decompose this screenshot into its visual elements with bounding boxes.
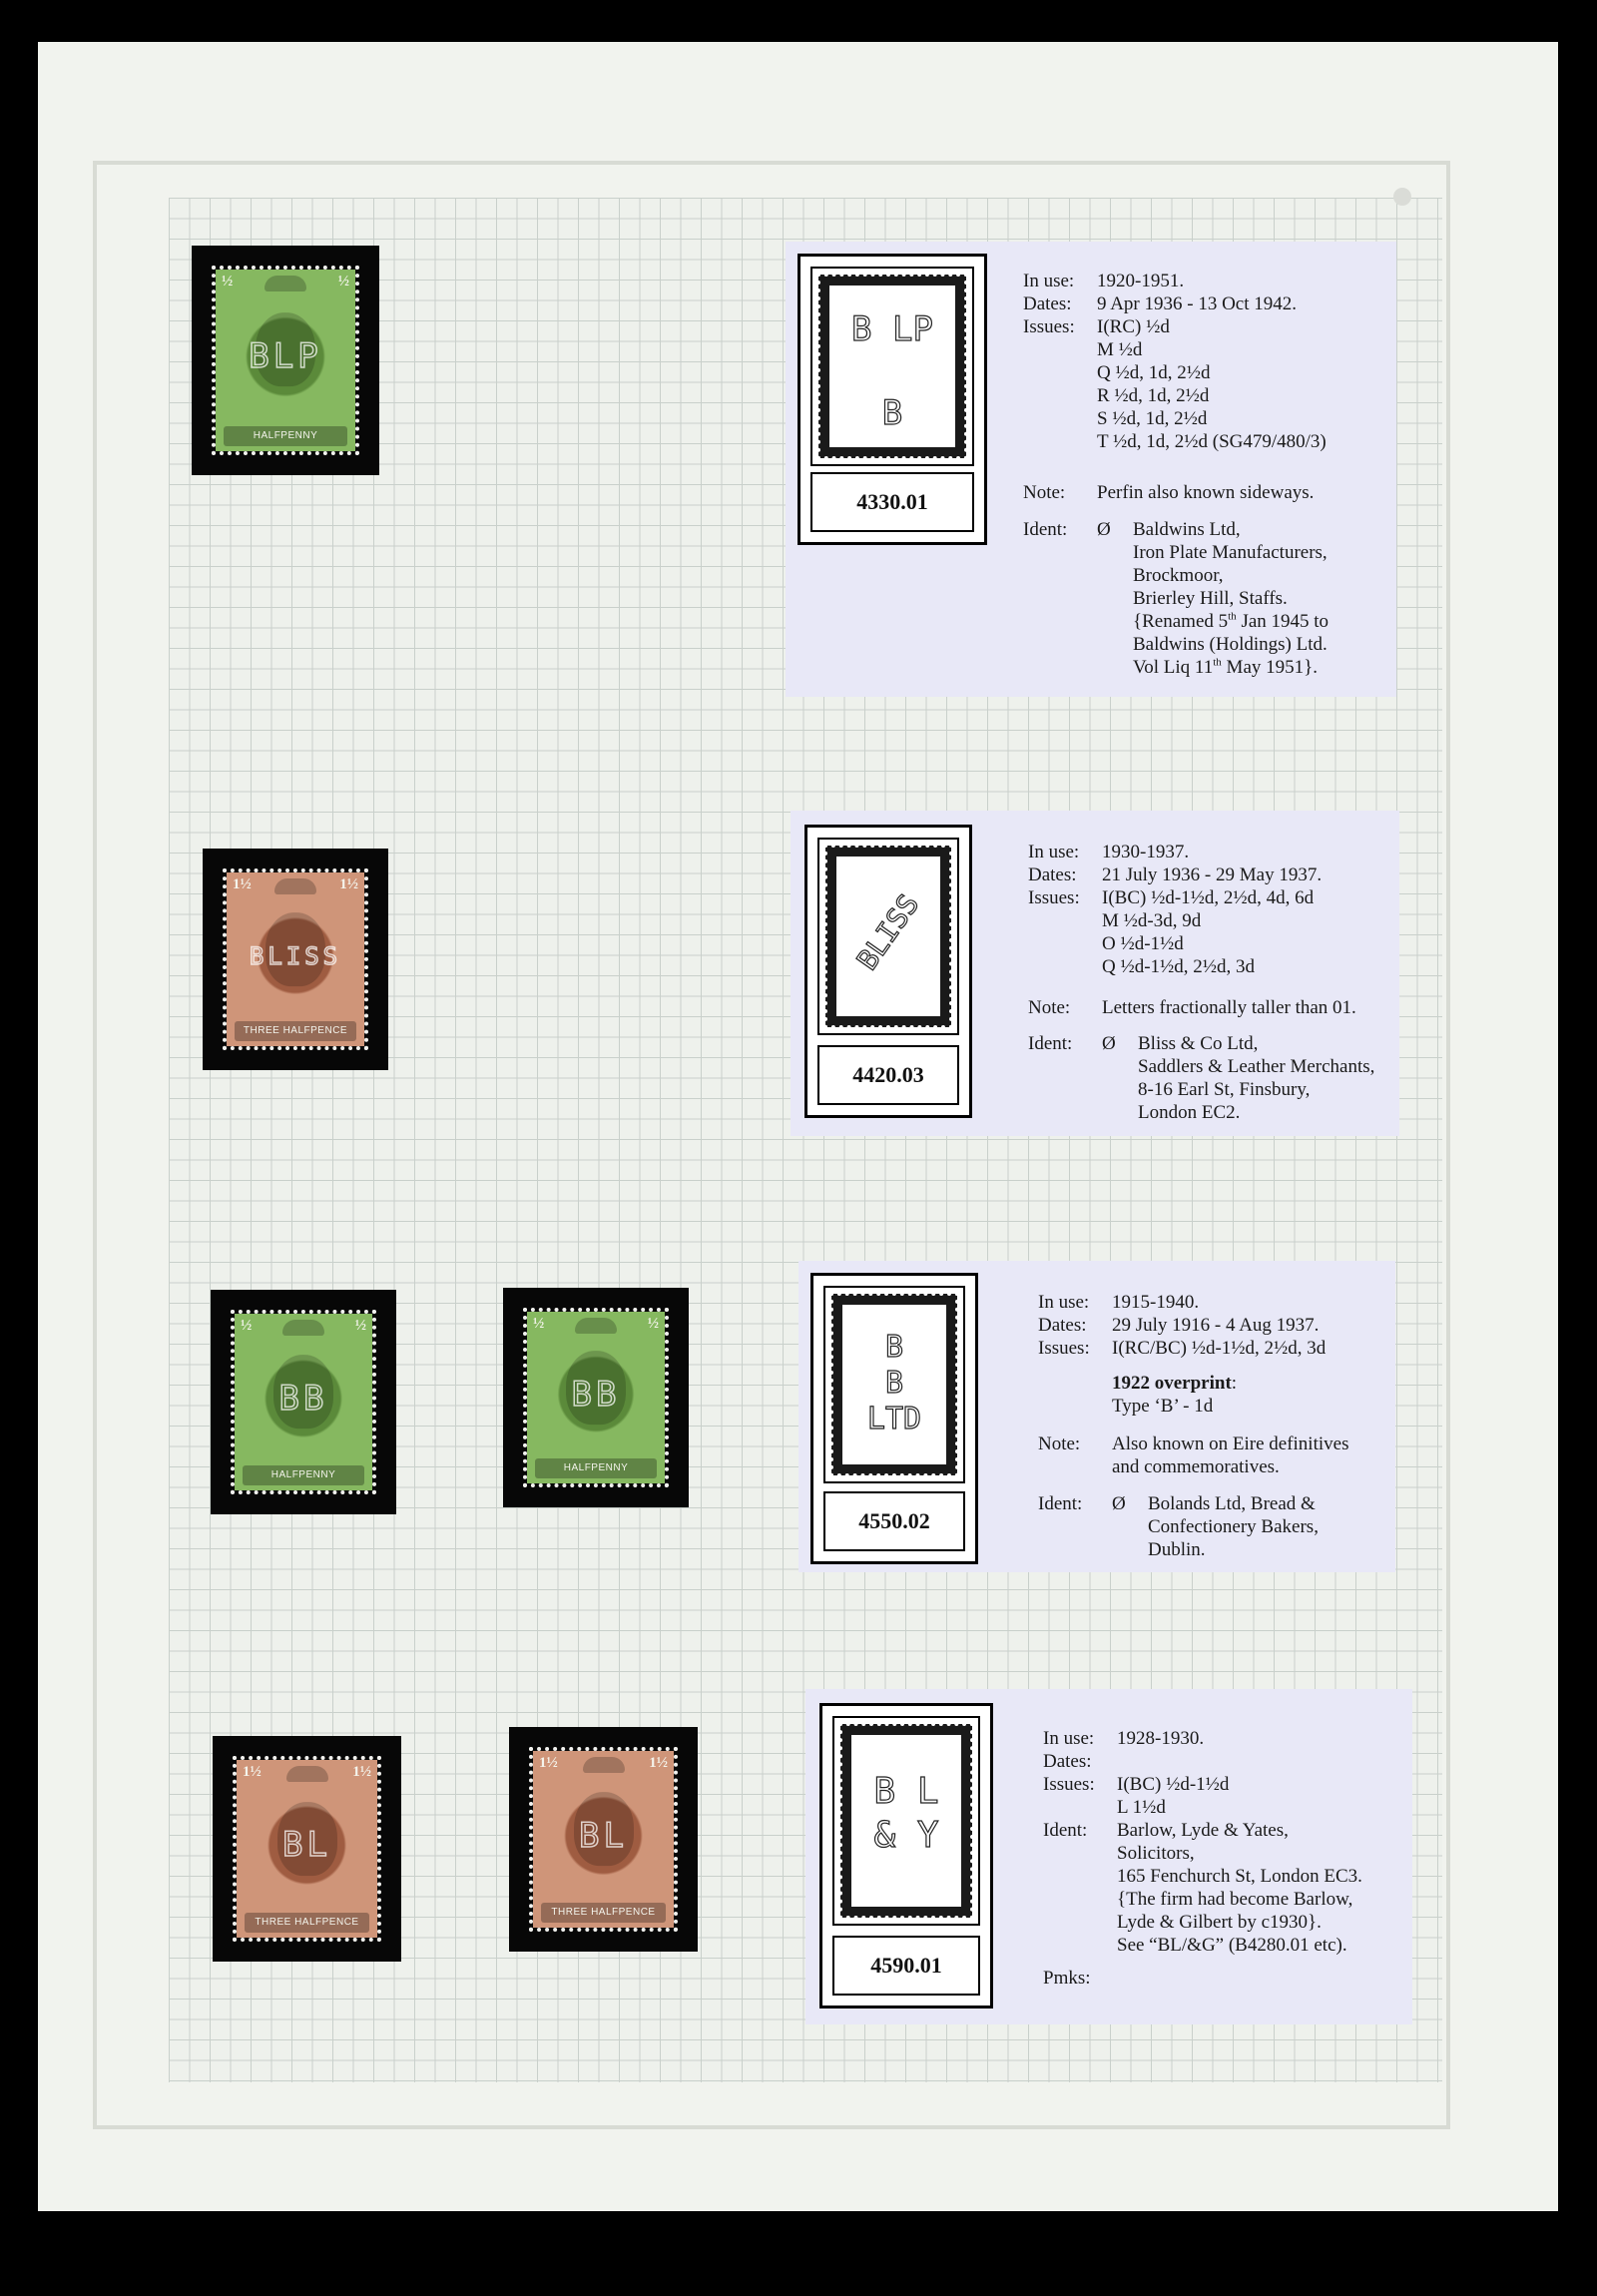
ident-line: Solicitors, — [1117, 1843, 1195, 1864]
stamp-perfin: BB — [278, 1378, 328, 1419]
stamp-label: HALFPENNY — [243, 1465, 364, 1485]
ident-line: Brockmoor, — [1133, 565, 1224, 586]
issues-label: Issues: — [1043, 1774, 1095, 1795]
issue-line: Q ½d, 1d, 2½d — [1097, 362, 1211, 383]
catalogue-number: 4590.01 — [832, 1936, 980, 1996]
issues-label: Issues: — [1028, 887, 1080, 908]
issue-line: T ½d, 1d, 2½d (SG479/480/3) — [1097, 431, 1327, 452]
stamp-4 — [527, 1312, 665, 1483]
perfin-info-panel-4550 — [798, 1261, 1395, 1572]
ident-line: Confectionery Bakers, — [1148, 1516, 1319, 1537]
ident-line: Iron Plate Manufacturers, — [1133, 542, 1328, 563]
ident-line: 165 Fenchurch St, London EC3. — [1117, 1866, 1362, 1887]
issues-label: Issues: — [1023, 316, 1075, 337]
dates-value: 29 July 1916 - 4 Aug 1937. — [1112, 1315, 1320, 1336]
ident-line: See “BL/&G” (B4280.01 etc). — [1117, 1935, 1347, 1956]
issues-label: Issues: — [1038, 1338, 1090, 1359]
stamp-mount-2 — [203, 849, 388, 1070]
note-label: Note: — [1023, 482, 1066, 503]
overprint-heading: 1922 overprint: — [1112, 1373, 1238, 1394]
ident-line: Vol Liq 11th May 1951}. — [1133, 656, 1318, 678]
catalogue-number: 4550.02 — [823, 1491, 965, 1551]
issue-line: M ½d-3d, 9d — [1102, 910, 1202, 931]
punch-hole — [1393, 188, 1411, 206]
ident-line: Barlow, Lyde & Yates, — [1117, 1820, 1289, 1841]
perfin-letters: B LP B — [851, 309, 933, 433]
stamp-label: HALFPENNY — [224, 426, 347, 446]
issue-line: I(RC) ½d — [1097, 316, 1170, 337]
stamp-value: 1½ — [539, 1755, 558, 1771]
stamp-label: THREE HALFPENCE — [245, 1913, 369, 1933]
ident-line: Baldwins Ltd, — [1133, 519, 1241, 540]
stamp-value: ½ — [354, 1318, 366, 1334]
note-value: Also known on Eire definitives — [1112, 1434, 1349, 1454]
ident-label: Ident: — [1028, 1033, 1073, 1054]
ident-line: London EC2. — [1138, 1102, 1241, 1123]
dates-label: Dates: — [1023, 293, 1072, 314]
stamp-mount-4 — [503, 1288, 689, 1507]
in-use-value: 1930-1937. — [1102, 842, 1190, 862]
stamp-value: 1½ — [233, 876, 252, 892]
issue-line: S ½d, 1d, 2½d — [1097, 408, 1208, 429]
stamp-perfin: BL — [282, 1825, 331, 1866]
stamp-5 — [237, 1760, 377, 1938]
ident-line: Baldwins (Holdings) Ltd. — [1133, 634, 1328, 655]
in-use-value: 1928-1930. — [1117, 1728, 1205, 1749]
ident-line: Saddlers & Leather Merchants, — [1138, 1056, 1375, 1077]
ident-line: 8-16 Earl St, Finsbury, — [1138, 1079, 1311, 1100]
stamp-value: 1½ — [352, 1764, 371, 1780]
stamp-value: ½ — [222, 274, 234, 289]
in-use-label: In use: — [1023, 271, 1075, 291]
perfin-info-panel-4420 — [791, 811, 1399, 1136]
stamp-1 — [216, 270, 355, 451]
stamp-value: ½ — [241, 1318, 253, 1334]
perfin-diagram — [804, 825, 972, 1118]
ident-symbol: Ø — [1102, 1033, 1116, 1054]
stamp-value: ½ — [647, 1316, 659, 1332]
stamp-value: 1½ — [649, 1755, 668, 1771]
note-label: Note: — [1038, 1434, 1081, 1454]
perfin-info-panel-4590 — [805, 1689, 1412, 2024]
overprint-value: Type ‘B’ - 1d — [1112, 1396, 1214, 1417]
pmks-label: Pmks: — [1043, 1968, 1091, 1989]
note-value: Letters fractionally taller than 01. — [1102, 997, 1356, 1018]
ident-line: Bliss & Co Ltd, — [1138, 1033, 1259, 1054]
ident-line: Lyde & Gilbert by c1930}. — [1117, 1912, 1322, 1933]
stamp-value: ½ — [533, 1316, 545, 1332]
ident-line: {The firm had become Barlow, — [1117, 1889, 1353, 1910]
stamp-perfin: BB — [571, 1374, 621, 1415]
ident-line: Bolands Ltd, Bread & — [1148, 1493, 1316, 1514]
in-use-label: In use: — [1043, 1728, 1095, 1749]
stamp-6 — [533, 1751, 674, 1928]
stamp-mount-6 — [509, 1727, 698, 1952]
stamp-3 — [235, 1314, 372, 1490]
in-use-label: In use: — [1028, 842, 1080, 862]
ident-label: Ident: — [1038, 1493, 1083, 1514]
stamp-value: 1½ — [339, 876, 358, 892]
ident-symbol: Ø — [1112, 1493, 1126, 1514]
dates-label: Dates: — [1043, 1751, 1092, 1772]
note-value: and commemoratives. — [1112, 1456, 1280, 1477]
dates-label: Dates: — [1038, 1315, 1087, 1336]
issue-line: I(RC/BC) ½d-1½d, 2½d, 3d — [1112, 1338, 1327, 1359]
perfin-letters: B B LTD — [866, 1330, 922, 1436]
ident-line: Dublin. — [1148, 1539, 1206, 1560]
stamp-label: THREE HALFPENCE — [541, 1903, 666, 1923]
catalogue-number: 4420.03 — [817, 1045, 959, 1105]
stamp-perfin: BLP — [249, 336, 322, 377]
stamp-value: 1½ — [243, 1764, 262, 1780]
issue-line: O ½d-1½d — [1102, 933, 1184, 954]
stamp-mount-3 — [211, 1290, 396, 1514]
stamp-mount-1 — [192, 246, 379, 475]
ident-symbol: Ø — [1097, 519, 1111, 540]
issue-line: R ½d, 1d, 2½d — [1097, 385, 1210, 406]
ident-line: Brierley Hill, Staffs. — [1133, 588, 1288, 609]
perfin-info-panel-4330 — [786, 242, 1396, 697]
issue-line: I(BC) ½d-1½d, 2½d, 4d, 6d — [1102, 887, 1315, 908]
dates-label: Dates: — [1028, 864, 1077, 885]
stamp-label: HALFPENNY — [535, 1458, 657, 1478]
in-use-value: 1920-1951. — [1097, 271, 1185, 291]
perfin-diagram — [810, 1273, 978, 1564]
issue-line: M ½d — [1097, 339, 1143, 360]
ident-label: Ident: — [1023, 519, 1068, 540]
perfin-letters: BLISS — [849, 887, 926, 976]
dates-value: 21 July 1936 - 29 May 1937. — [1102, 864, 1323, 885]
issue-line: I(BC) ½d-1½d — [1117, 1774, 1230, 1795]
in-use-label: In use: — [1038, 1292, 1090, 1313]
stamp-perfin: BLISS — [249, 941, 342, 970]
perfin-diagram — [798, 254, 987, 545]
stamp-2 — [227, 872, 364, 1046]
perfin-letters: B L & Y — [873, 1771, 939, 1856]
stamp-label: THREE HALFPENCE — [235, 1021, 356, 1041]
issue-line: Q ½d-1½d, 2½d, 3d — [1102, 956, 1256, 977]
in-use-value: 1915-1940. — [1112, 1292, 1200, 1313]
dates-value: 9 Apr 1936 - 13 Oct 1942. — [1097, 293, 1298, 314]
note-value: Perfin also known sideways. — [1097, 482, 1315, 503]
stamp-value: ½ — [337, 274, 349, 289]
stamp-perfin: BL — [579, 1815, 628, 1856]
perfin-diagram — [819, 1703, 993, 2009]
note-label: Note: — [1028, 997, 1071, 1018]
ident-line: {Renamed 5th Jan 1945 to — [1133, 610, 1330, 632]
stamp-mount-5 — [213, 1736, 401, 1962]
catalogue-number: 4330.01 — [810, 472, 974, 532]
issue-line: L 1½d — [1117, 1797, 1166, 1818]
ident-label: Ident: — [1043, 1820, 1088, 1841]
